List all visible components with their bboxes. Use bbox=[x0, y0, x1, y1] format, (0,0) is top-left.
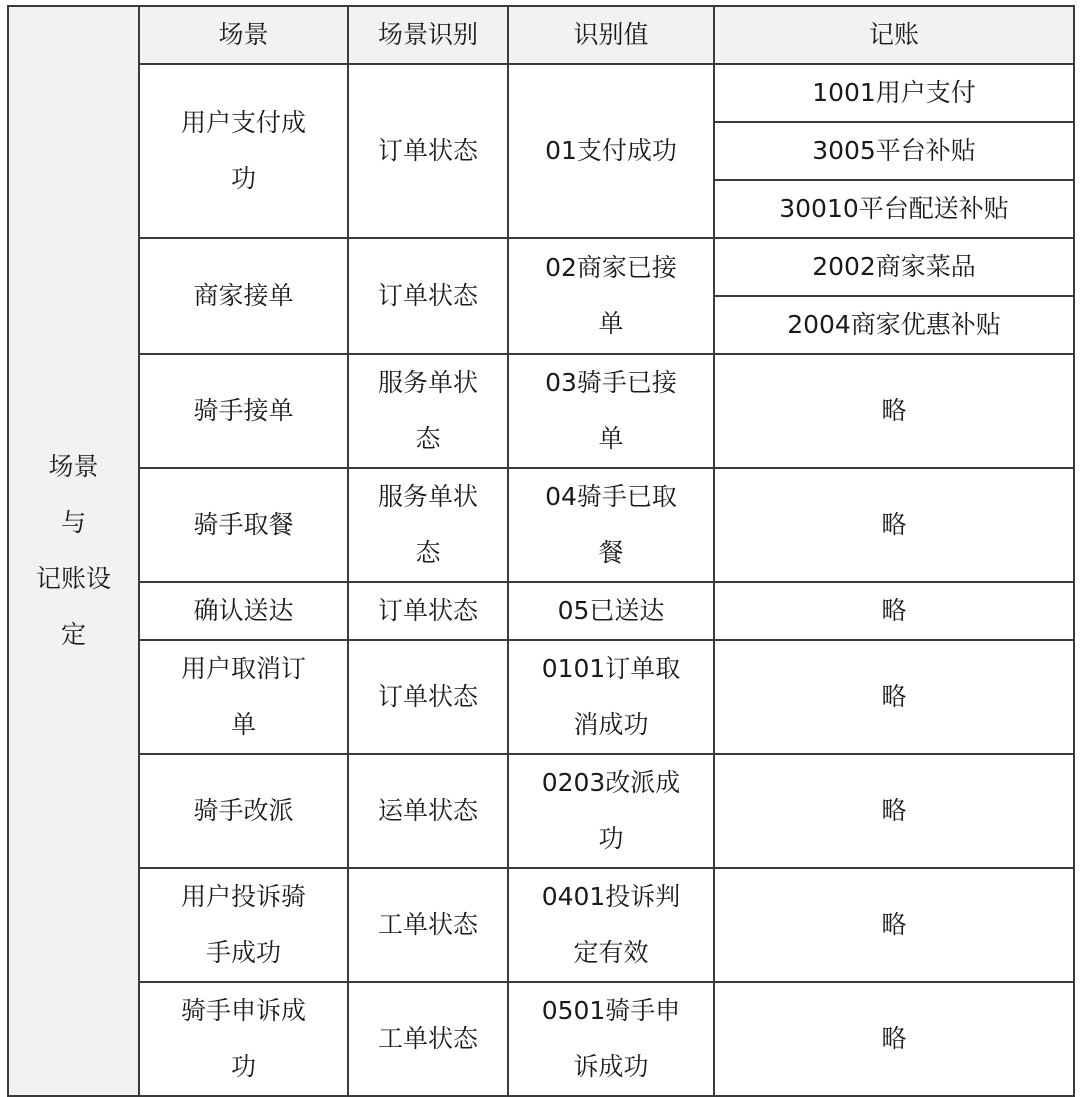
recognition-cell-text: 订单状态 bbox=[377, 281, 478, 310]
value-cell-text: 0203改派成 bbox=[541, 768, 681, 797]
value-cell bbox=[508, 982, 714, 1096]
scene-cell-text: 骑手申诉成 bbox=[180, 996, 306, 1025]
scene-cell-text: 骑手改派 bbox=[193, 796, 294, 825]
scene-cell bbox=[139, 582, 348, 640]
accounting-table bbox=[7, 5, 1075, 1097]
column-header: 场景识别 bbox=[348, 6, 508, 64]
accounting-entry: 略 bbox=[714, 868, 1074, 982]
recognition-cell bbox=[348, 982, 508, 1096]
recognition-cell bbox=[348, 754, 508, 868]
value-cell bbox=[508, 468, 714, 582]
value-cell bbox=[508, 582, 714, 640]
value-cell-text: 餐 bbox=[598, 538, 624, 567]
value-cell-text: 03骑手已接 bbox=[545, 368, 677, 397]
scene-cell-text: 用户投诉骑 bbox=[180, 882, 306, 911]
scene-cell-text: 骑手取餐 bbox=[193, 510, 294, 539]
accounting-entry: 2002商家菜品 bbox=[714, 238, 1074, 296]
accounting-entry: 略 bbox=[714, 640, 1074, 754]
accounting-entry: 3005平台补贴 bbox=[714, 122, 1074, 180]
column-header: 记账 bbox=[714, 6, 1074, 64]
value-cell-text: 0501骑手申 bbox=[541, 996, 681, 1025]
recognition-cell-text: 工单状态 bbox=[377, 1024, 478, 1053]
value-cell bbox=[508, 238, 714, 354]
value-cell-text: 定有效 bbox=[573, 938, 649, 967]
value-cell-text: 04骑手已取 bbox=[545, 482, 677, 511]
accounting-entry: 略 bbox=[714, 354, 1074, 468]
value-cell-text: 02商家已接 bbox=[545, 253, 677, 282]
scene-cell-text: 商家接单 bbox=[193, 281, 294, 310]
table-row bbox=[8, 582, 1074, 640]
side-label bbox=[8, 6, 139, 1096]
recognition-cell-text: 工单状态 bbox=[377, 910, 478, 939]
table-row bbox=[8, 238, 1074, 296]
value-cell-text: 单 bbox=[598, 309, 624, 338]
side-label-text: 定 bbox=[60, 620, 86, 649]
value-cell-text: 单 bbox=[598, 424, 624, 453]
recognition-cell-text: 运单状态 bbox=[377, 796, 478, 825]
table-row bbox=[8, 754, 1074, 868]
table-row bbox=[8, 64, 1074, 122]
value-cell bbox=[508, 640, 714, 754]
value-cell bbox=[508, 868, 714, 982]
value-cell bbox=[508, 354, 714, 468]
scene-cell-text: 骑手接单 bbox=[193, 396, 294, 425]
value-cell-text: 诉成功 bbox=[573, 1052, 649, 1081]
recognition-cell bbox=[348, 238, 508, 354]
scene-cell bbox=[139, 64, 348, 238]
table-row bbox=[8, 982, 1074, 1096]
recognition-cell bbox=[348, 868, 508, 982]
table-row bbox=[8, 468, 1074, 582]
scene-cell-text: 用户支付成 bbox=[180, 108, 306, 137]
recognition-cell-text: 服务单状 bbox=[377, 482, 478, 511]
value-cell-text: 功 bbox=[598, 824, 624, 853]
value-cell-text: 0101订单取 bbox=[541, 654, 681, 683]
recognition-cell bbox=[348, 582, 508, 640]
table-row bbox=[8, 868, 1074, 982]
recognition-cell-text: 态 bbox=[415, 538, 441, 567]
scene-cell-text: 用户取消订 bbox=[180, 654, 306, 683]
value-cell-text: 01支付成功 bbox=[545, 136, 677, 165]
recognition-cell-text: 订单状态 bbox=[377, 136, 478, 165]
recognition-cell bbox=[348, 354, 508, 468]
scene-cell bbox=[139, 640, 348, 754]
recognition-cell bbox=[348, 640, 508, 754]
table-row bbox=[8, 640, 1074, 754]
recognition-cell-text: 态 bbox=[415, 424, 441, 453]
side-label-text: 场景 bbox=[48, 452, 99, 481]
recognition-cell bbox=[348, 468, 508, 582]
accounting-entry: 1001用户支付 bbox=[714, 64, 1074, 122]
scene-cell-text: 确认送达 bbox=[193, 596, 294, 625]
side-label-text: 记账设 bbox=[35, 564, 111, 593]
recognition-cell-text: 订单状态 bbox=[377, 596, 478, 625]
accounting-entry: 略 bbox=[714, 982, 1074, 1096]
scene-cell bbox=[139, 468, 348, 582]
accounting-entry: 略 bbox=[714, 468, 1074, 582]
accounting-entry: 30010平台配送补贴 bbox=[714, 180, 1074, 238]
side-label-text: 与 bbox=[60, 508, 86, 537]
header-row bbox=[8, 6, 1074, 64]
accounting-entry: 略 bbox=[714, 582, 1074, 640]
accounting-entry: 2004商家优惠补贴 bbox=[714, 296, 1074, 354]
column-header: 场景 bbox=[139, 6, 348, 64]
recognition-cell-text: 服务单状 bbox=[377, 368, 478, 397]
value-cell bbox=[508, 64, 714, 238]
value-cell-text: 05已送达 bbox=[557, 596, 665, 625]
recognition-cell bbox=[348, 64, 508, 238]
accounting-entry: 略 bbox=[714, 754, 1074, 868]
scene-cell-text: 手成功 bbox=[205, 938, 281, 967]
scene-cell bbox=[139, 868, 348, 982]
value-cell-text: 消成功 bbox=[573, 710, 649, 739]
value-cell-text: 0401投诉判 bbox=[541, 882, 681, 911]
scene-cell bbox=[139, 354, 348, 468]
recognition-cell-text: 订单状态 bbox=[377, 682, 478, 711]
scene-cell bbox=[139, 982, 348, 1096]
column-header: 识别值 bbox=[508, 6, 714, 64]
scene-cell bbox=[139, 754, 348, 868]
scene-cell-text: 单 bbox=[230, 710, 256, 739]
table-row bbox=[8, 354, 1074, 468]
scene-cell bbox=[139, 238, 348, 354]
scene-cell-text: 功 bbox=[230, 1052, 256, 1081]
scene-cell-text: 功 bbox=[230, 164, 256, 193]
value-cell bbox=[508, 754, 714, 868]
